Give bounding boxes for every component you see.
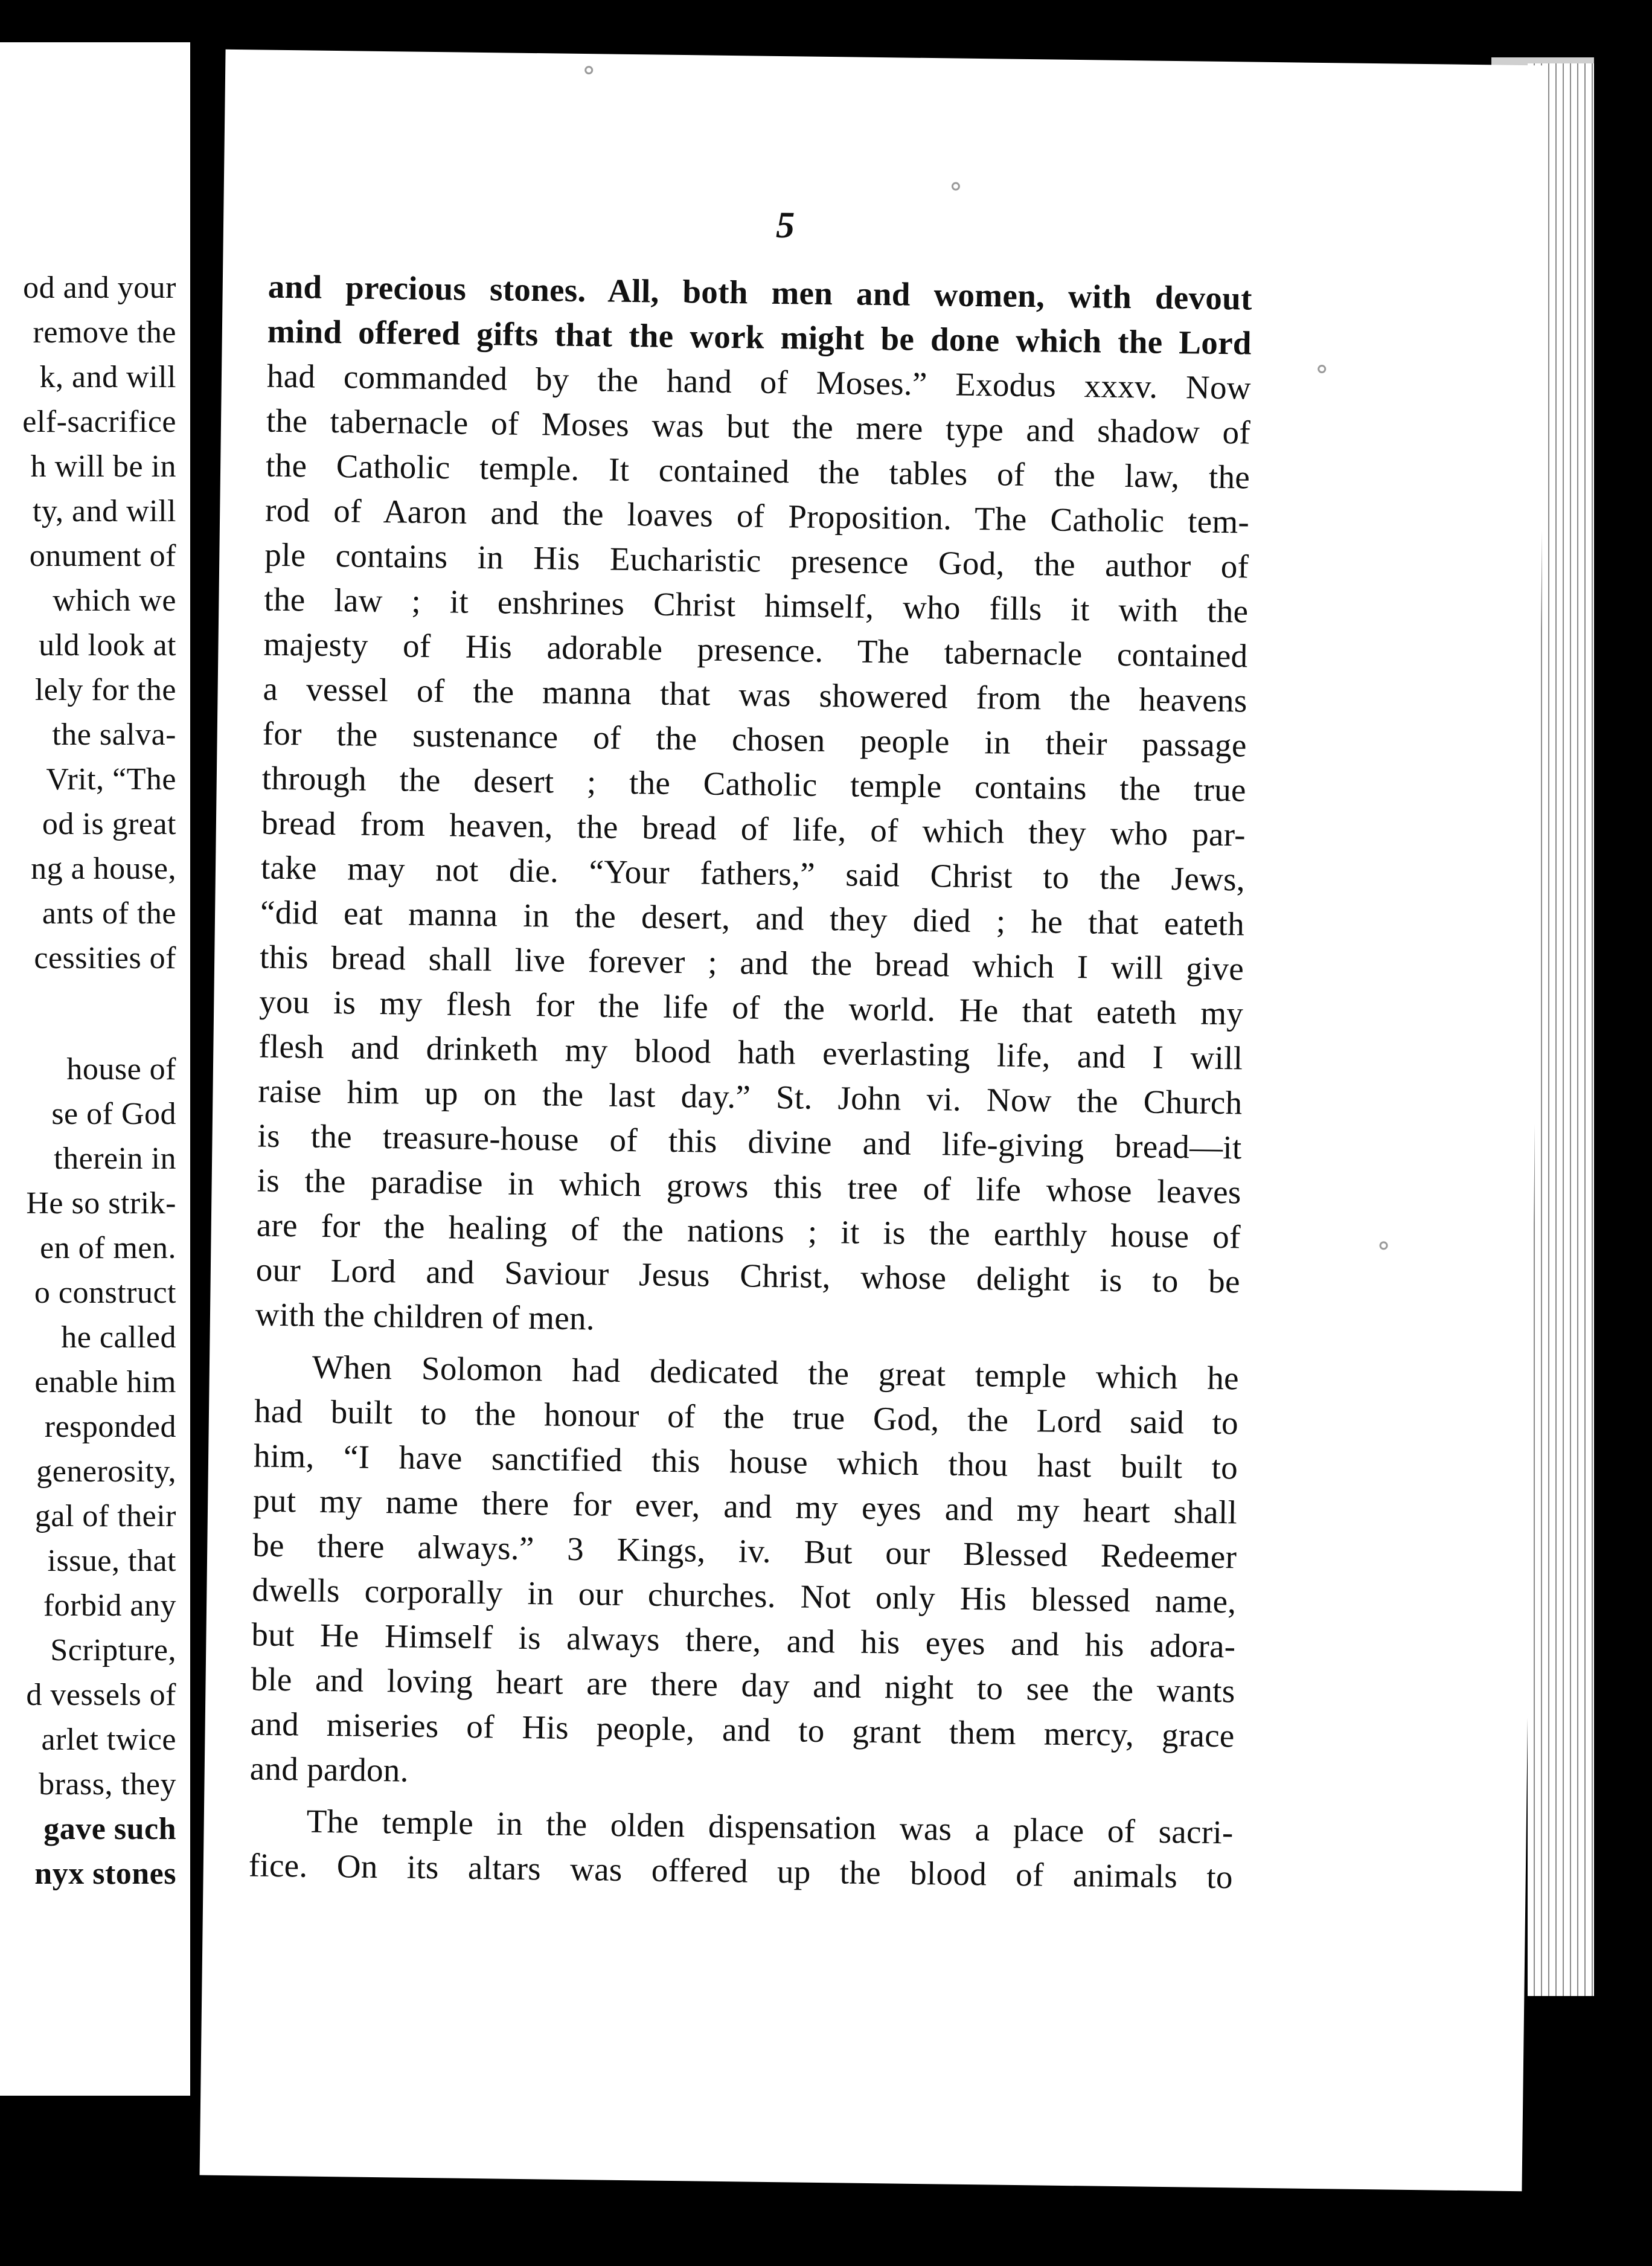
previous-page [0,42,190,2096]
text-line: majesty of His adorable presence. The tabernacle contained [263,625,1248,675]
paper-speck [1317,365,1326,373]
text-line: The temple in the olden dispensation was a place of sacri- [306,1802,1234,1851]
text-line: “did eat manna in the desert, and they died ; he that eateth [260,893,1245,943]
previous-page-line: en of men. [40,1231,176,1265]
previous-page-line: generosity, [36,1454,176,1489]
text-line: take may not die. “Your fathers,” said Christ to the Jews, [260,849,1246,898]
text-line: but He Himself is always there, and his eyes and his adora- [251,1616,1236,1665]
text-line: you is my flesh for the life of the world. He that eateth my [258,983,1244,1032]
previous-page-line: issue, that [47,1544,176,1578]
text-line: and miseries of His people, and to grant them mercy, grace [250,1705,1235,1754]
text-line: rod of Aaron and the loaves of Proposition. The Catholic tem- [264,491,1250,541]
previous-page-line: therein in [54,1141,176,1176]
text-line: had built to the honour of the true God, the Lord said to [254,1392,1239,1442]
text-line: the Catholic temple. It contained the tables of the law, the [265,446,1250,496]
previous-page-line: o construct [34,1276,176,1310]
text-line: mind offered gifts that the work might be done which the Lord [267,312,1252,362]
text-line: be there always.” 3 Kings, iv. But our Blessed Redeemer [252,1526,1237,1576]
paper-speck [584,66,593,74]
previous-page-line: responded [44,1410,176,1444]
text-line: and pardon. [249,1750,409,1789]
previous-page-line: k, and will [39,360,176,394]
previous-page-line: forbid any [43,1588,176,1623]
previous-page-line: d vessels of [26,1678,176,1712]
previous-page-line: Scripture, [50,1633,176,1667]
previous-page-text [0,266,176,1896]
previous-page-line: se of God [51,1097,176,1131]
previous-page-line: onument of [29,539,176,573]
previous-page-line: uld look at [39,628,176,663]
previous-page-line: He so strik- [26,1186,176,1221]
previous-page-line: enable him [34,1365,176,1399]
previous-page-line: gave such [43,1812,176,1846]
previous-page-line: ty, and will [32,494,176,528]
text-line: are for the healing of the nations ; it is the earthly house of [256,1206,1241,1256]
previous-page-line: gal of their [34,1499,176,1533]
previous-page-line: arlet twice [41,1722,176,1757]
previous-page-line: nyx stones [34,1857,176,1891]
text-line: and precious stones. All, both men and women, with devout [267,268,1253,317]
previous-page-line: h will be in [30,449,176,484]
paper-speck [952,182,960,190]
previous-page-line: Vrit, “The [46,762,176,797]
body-text [248,265,1252,1900]
text-line: with the children of men. [255,1295,595,1337]
previous-page-line: remove the [33,315,176,350]
text-line: this bread shall live forever ; and the bread which I will give [259,938,1244,987]
previous-page-line: ng a house, [31,852,176,886]
text-line: ple contains in His Eucharistic presence God, the author of [264,536,1249,585]
current-page [200,50,1548,2191]
previous-page-line: brass, they [39,1767,176,1802]
text-line: flesh and drinketh my blood hath everlasting life, and I will [258,1027,1243,1077]
text-line: is the treasure-house of this divine and life-giving bread—it [257,1117,1242,1166]
text-line: the tabernacle of Moses was but the mere type and shadow of [266,402,1251,451]
previous-page-line: ants of the [42,896,176,931]
text-line: ble and loving heart are there day and night to see the wants [251,1660,1235,1710]
text-line: dwells corporally in our churches. Not only His blessed name, [252,1571,1237,1620]
text-line: the law ; it enshrines Christ himself, who fills it with the [264,580,1249,630]
paragraph [248,1798,1234,1899]
previous-page-line: which we [53,583,176,618]
previous-page-line: lely for the [34,673,176,707]
text-line: is the paradise in which grows this tree of life whose leaves [257,1161,1241,1211]
text-line: through the desert ; the Catholic temple contains the true [261,759,1247,809]
previous-page-line: the salva- [52,717,176,752]
previous-page-line [0,981,176,1047]
paper-speck [1379,1241,1388,1250]
page-number: 5 [775,204,795,246]
text-line: When Solomon had dedicated the great temple which he [312,1348,1240,1397]
paragraph [249,1344,1239,1803]
text-line: raise him up on the last day.” St. John vi. Now the Church [258,1072,1243,1122]
text-line: bread from heaven, the bread of life, of which they who par- [261,804,1246,853]
paragraph [255,265,1253,1349]
text-line: our Lord and Saviour Jesus Christ, whose delight is to be [255,1251,1241,1300]
previous-page-line: he called [61,1320,176,1355]
previous-page-line: od is great [42,807,176,841]
text-line: a vessel of the manna that was showered from the heavens [263,670,1247,719]
previous-page-line: od and your [23,271,176,305]
text-line: for the sustenance of the chosen people in their passage [262,714,1247,764]
text-line: fice. On its altars was offered up the blood of animals to [248,1846,1234,1896]
text-line: him, “I have sanctified this house which thou hast built to [253,1437,1238,1486]
text-line: put my name there for ever, and my eyes and my heart shall [252,1481,1238,1531]
previous-page-line: house of [66,1052,176,1086]
previous-page-line: elf-sacrifice [22,405,176,439]
text-line: had commanded by the hand of Moses.” Exodus xxxv. Now [266,357,1252,406]
previous-page-line: cessities of [34,941,176,975]
